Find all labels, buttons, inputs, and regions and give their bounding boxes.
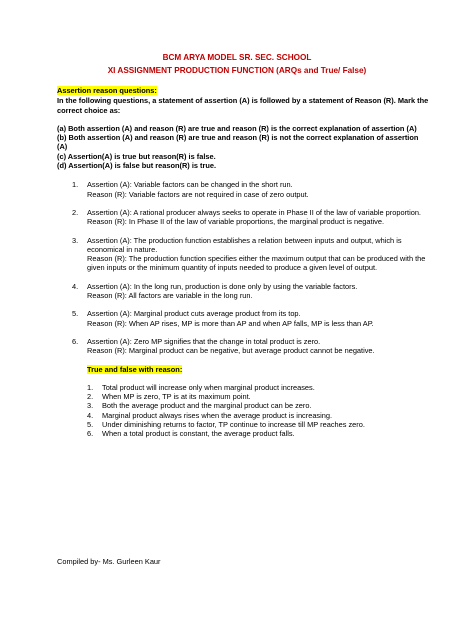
assertion-text: Assertion (A): A rational producer always seeks to operate in Phase II of the law of variable proportion. [87,207,421,217]
section-true-false [87,365,429,374]
true-false-item [87,429,429,438]
item-text: When MP is zero, TP is at its maximum point. [102,392,251,402]
reason-text: Reason (R): The production function specifies either the maximum output that can be produced with the given inputs or the minimum quantity of inputs needed to produce a given level of output. [87,254,426,273]
answer-options [57,124,429,170]
document-body [57,86,429,439]
item-text: Marginal product always rises when the average product is increasing. [102,410,333,420]
option-a: (a) Both assertion (A) and reason (R) are true and reason (R) is the correct explanation of assertion (A) [57,123,417,133]
school-name: BCM ARYA MODEL SR. SEC. SCHOOL [162,53,312,62]
true-false-item [87,383,429,392]
item-number: 5. [87,420,94,430]
assertion-text: Assertion (A): Variable factors can be changed in the short run. [87,180,293,190]
compiled-by: Compiled by- Ms. Gurleen Kaur [57,557,161,566]
true-false-list [87,383,429,439]
question-number: 3. [72,235,79,245]
section-assertion-reason [57,86,429,95]
question-number: 1. [72,180,79,190]
item-number: 6. [87,429,94,439]
item-number: 3. [87,401,94,411]
reason-text: Reason (R): Variable factors are not required in case of zero output. [87,189,309,199]
assertion-text: Assertion (A): Zero MP signifies that the change in total product is zero. [87,336,321,346]
true-false-item [87,411,429,420]
question-item [72,180,429,199]
item-text: Under diminishing returns to factor, TP continue to increase till MP reaches zero. [102,420,365,430]
item-text: Both the average product and the marginal product can be zero. [102,401,312,411]
item-number: 4. [87,410,94,420]
item-text: Total product will increase only when marginal product increases. [102,382,315,392]
item-text: When a total product is constant, the average product falls. [102,429,295,439]
question-item [72,282,429,301]
document-header [0,52,474,76]
question-number: 2. [72,207,79,217]
question-number: 6. [72,336,79,346]
question-item [72,337,429,356]
assertion-text: Assertion (A): In the long run, production is done only by using the variable factors. [87,281,358,291]
reason-text: Reason (R): When AP rises, MP is more than AP and when AP falls, MP is less than AP. [87,318,374,328]
question-list [72,180,429,355]
section-title-true-false: True and false with reason: [87,364,183,374]
option-b: (b) Both assertion (A) and reason (R) are true and reason (R) is not the correct explanation of assertion (A) [57,133,419,152]
assertion-text: Assertion (A): Marginal product cuts average product from its top. [87,309,301,319]
question-item [72,208,429,227]
reason-text: Reason (R): Marginal product can be negative, but average product cannot be negative. [87,346,375,356]
item-number: 1. [87,382,94,392]
true-false-item [87,392,429,401]
instructions: In the following questions, a statement of assertion (A) is followed by a statement of Reason (R). Mark the correct choice as: [57,96,429,115]
reason-text: Reason (R): All factors are variable in the long run. [87,291,253,301]
question-number: 5. [72,309,79,319]
item-number: 2. [87,392,94,402]
true-false-item [87,401,429,410]
reason-text: Reason (R): In Phase II of the law of variable proportions, the marginal product is negative. [87,217,385,227]
question-number: 4. [72,281,79,291]
question-item [72,236,429,273]
assignment-title: XI ASSIGNMENT PRODUCTION FUNCTION (ARQs and True/ False) [107,66,367,75]
option-d: (d) Assertion(A) is false but reason(R) is true. [57,161,217,171]
assertion-text: Assertion (A): The production function establishes a relation between inputs and output, which is economical in nature. [87,235,402,254]
option-c: (c) Assertion(A) is true but reason(R) is false. [57,151,216,161]
question-item [72,309,429,328]
true-false-item [87,420,429,429]
section-title-assertion-reason: Assertion reason questions: [57,86,157,95]
